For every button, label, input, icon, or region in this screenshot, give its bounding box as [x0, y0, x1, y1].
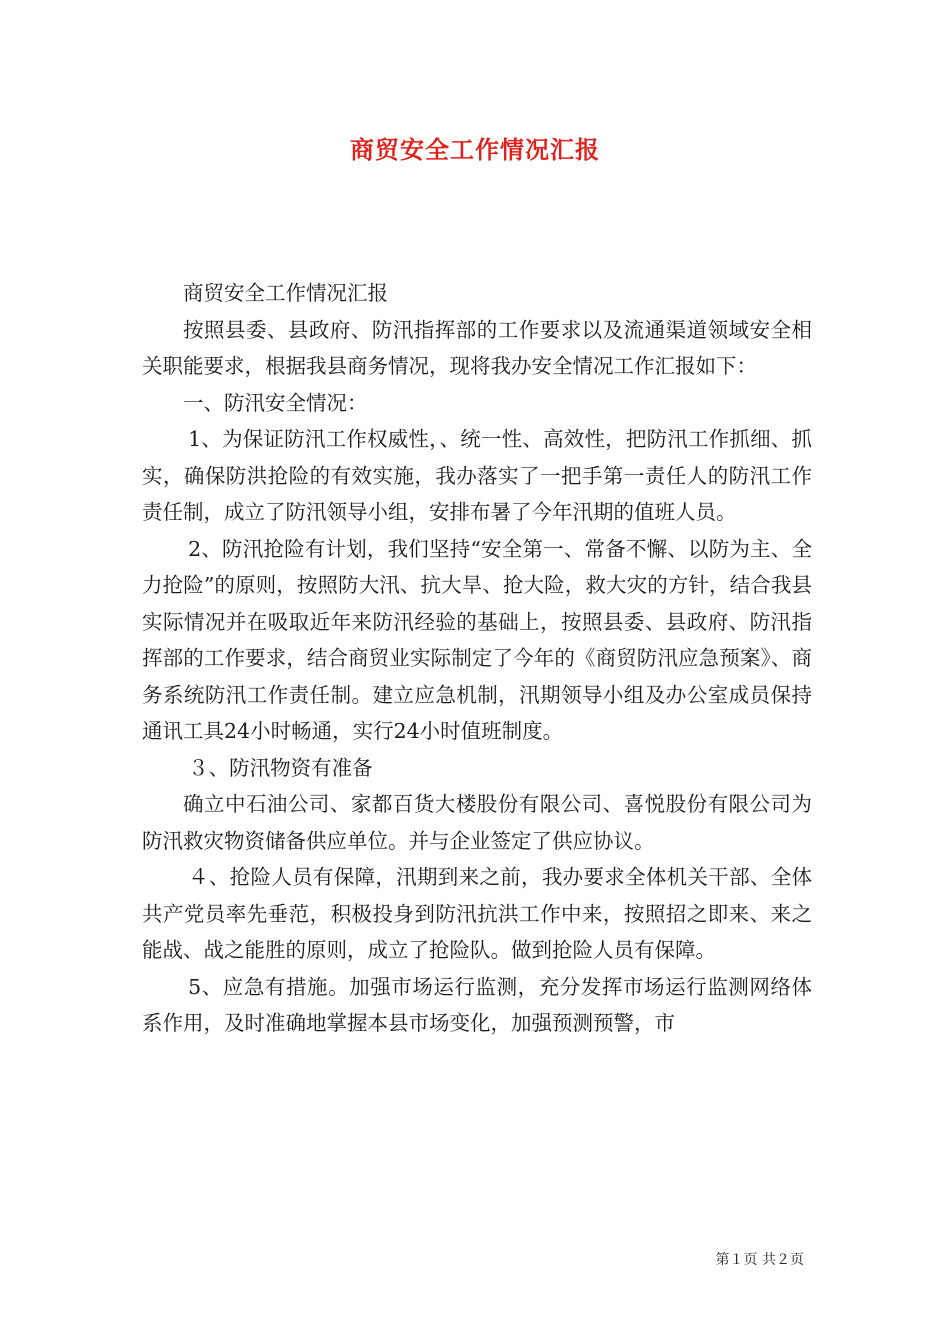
section-heading-flood: 一、防汛安全情况： [183, 390, 368, 415]
paragraph-item-4: ４、抢险人员有保障，汛期到来之前，我办要求全体机关干部、全体共产党员率先垂范，积极投身到防汛抗洪工作中来，按照招之即来、来之能战、战之能胜的原则，成立了抢险队。做到抢险人员有保障。 [142, 865, 812, 962]
paragraph-item-1: 1、为保证防汛工作权威性，、统一性、高效性，把防汛工作抓细、抓实，确保防洪抢险的有效实施，我办落实了一把手第一责任人的防汛工作责任制，成立了防汛领导小组，安排布暑了今年汛期的值班人员。 [142, 427, 812, 524]
paragraph-item-3: 确立中石油公司、家都百货大楼股份有限公司、喜悦股份有限公司为防汛救灾物资储备供应单位。并与企业签定了供应协议。 [142, 792, 812, 853]
document-body [142, 275, 812, 1042]
paragraph-heading: 商贸安全工作情况汇报 [183, 281, 388, 305]
paragraph-item-3-heading: ３、防汛物资有准备 [188, 755, 373, 780]
paragraph-item-5: 5、应急有措施。加强市场运行监测，充分发挥市场运行监测网络体系作用，及时准确地掌握本县市场变化，加强预测预警，市 [142, 974, 812, 1035]
document-title: 商贸安全工作情况汇报 [350, 135, 600, 164]
page-number: 第１页 共２页 [715, 1252, 804, 1268]
paragraph-intro: 按照县委、县政府、防汛指挥部的工作要求以及流通渠道领域安全相关职能要求，根据我县商务情况，现将我办安全情况工作汇报如下： [142, 317, 812, 378]
paragraph-item-2: 2、防汛抢险有计划，我们坚持“安全第一、常备不懈、以防为主、全力抢险”的原则，按照防大汛、抗大旱、抢大险，救大灾的方针，结合我县实际情况并在吸取近年来防汛经验的基础上，按照县委、县政府、防汛指挥部的工作要求，结合商贸业实际制定了今年的《商贸防汛应急预案》、商务系统防汛工作责任制。建立应急机制，汛期领导小组及办公室成员保持通讯工具24小时畅通，实行24小时值班制度。 [142, 536, 812, 743]
